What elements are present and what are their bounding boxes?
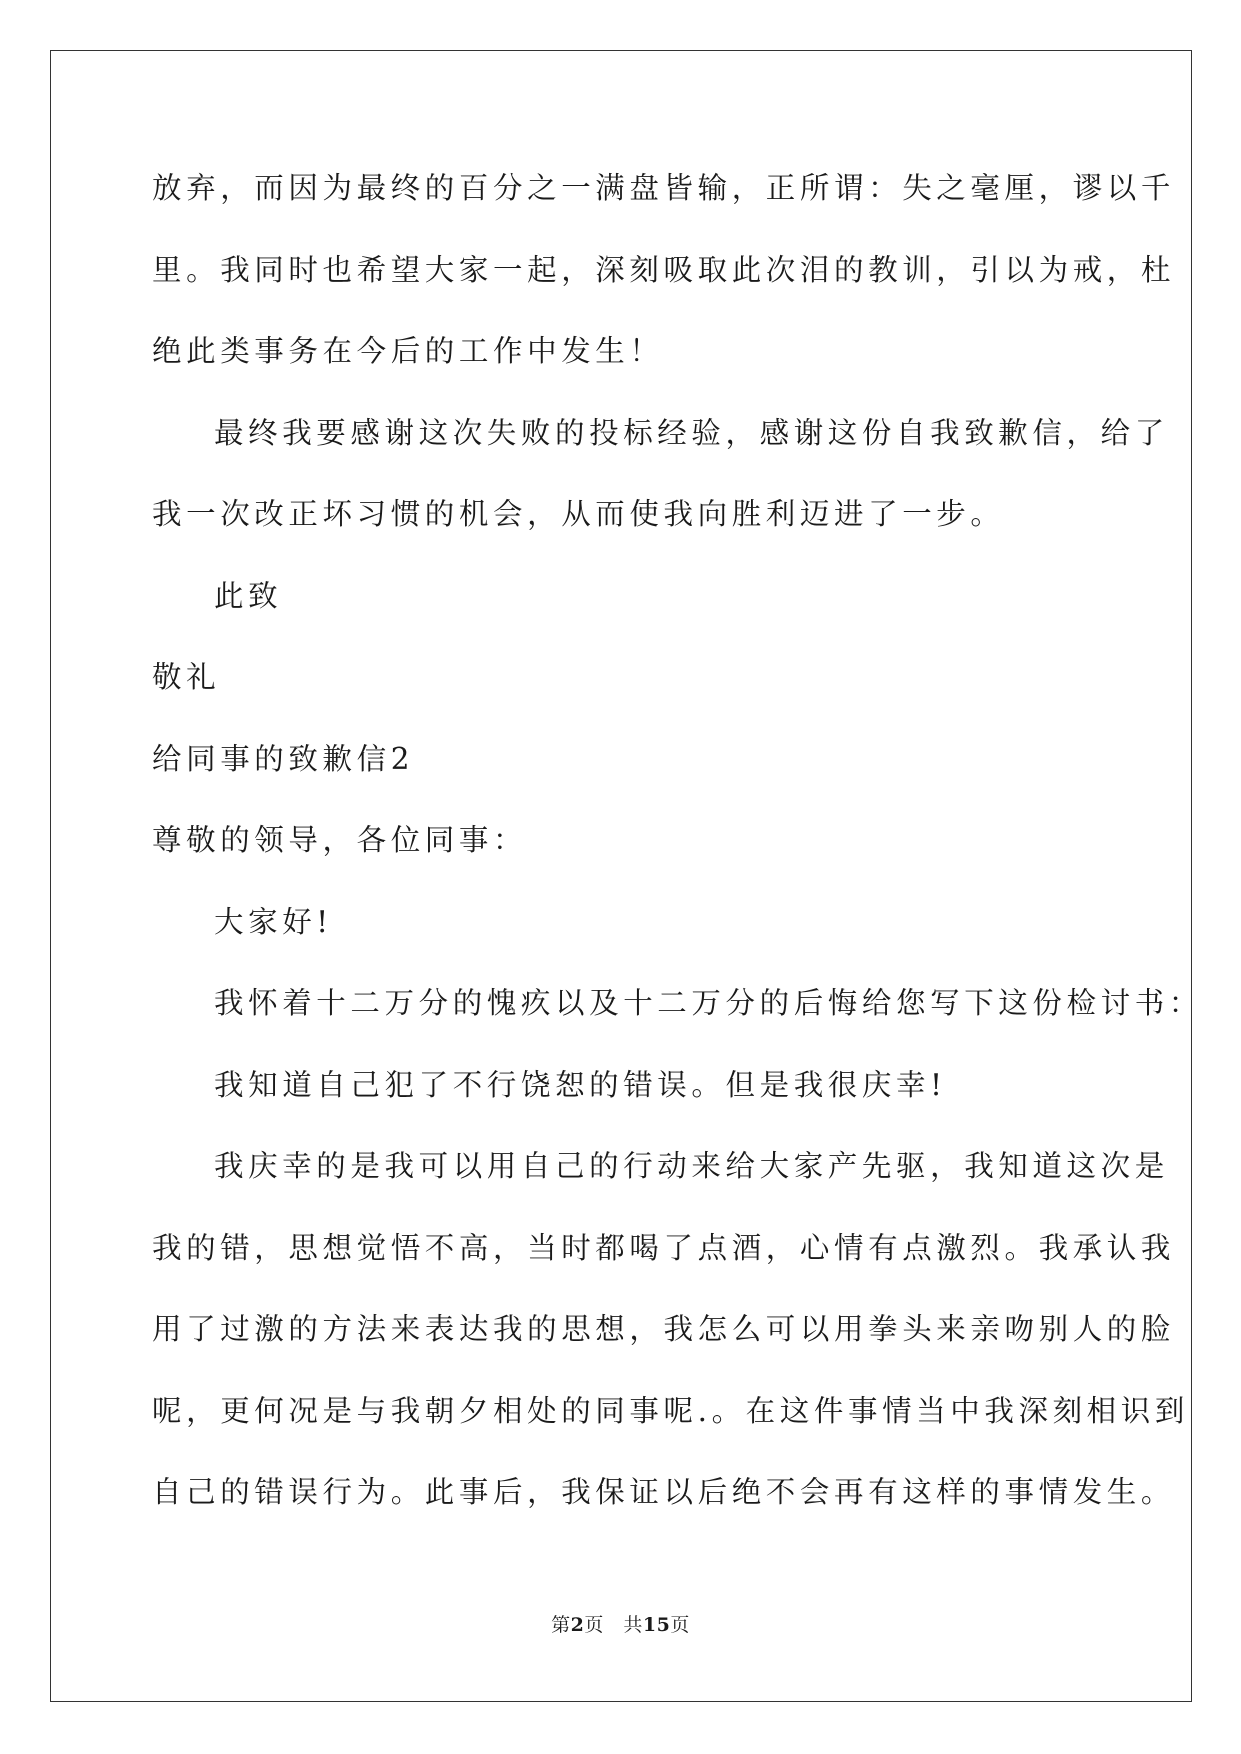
paragraph-line: 我的错，思想觉悟不高，当时都喝了点酒，心情有点激烈。我承认我 (152, 1230, 1176, 1265)
paragraph-line: 我一次改正坏习惯的机会，从而使我向胜利迈进了一步。 (152, 497, 1005, 531)
paragraph-line: 里。我同时也希望大家一起，深刻吸取此次泪的教训，引以为戒，杜 (152, 252, 1176, 287)
paragraph-line: 放弃，而因为最终的百分之一满盘皆输，正所谓：失之毫厘，谬以千 (152, 171, 1176, 205)
current-page-number: 2 (570, 1614, 585, 1636)
paragraph-line: 此致 (214, 578, 283, 613)
paragraph-line: 我怀着十二万分的愧疚以及十二万分的后悔给您写下这份检讨书： (214, 986, 1203, 1020)
total-page-number: 15 (642, 1614, 671, 1636)
footer-suffix: 页 (670, 1614, 690, 1636)
paragraph-line: 我知道自己犯了不行饶恕的错误。但是我很庆幸! (214, 1067, 947, 1102)
paragraph-line: 绝此类事务在今后的工作中发生！ (152, 334, 664, 368)
paragraph-line: 给同事的致歉信2 (152, 741, 415, 776)
page-footer (0, 1610, 1241, 1637)
paragraph-line: 尊敬的领导，各位同事： (152, 823, 528, 857)
paragraph-line: 我庆幸的是我可以用自己的行动来给大家产先驱，我知道这次是 (214, 1149, 1169, 1183)
document-body (152, 163, 1203, 1549)
paragraph-line: 自己的错误行为。此事后，我保证以后绝不会再有这样的事情发生。 (152, 1475, 1176, 1509)
footer-prefix: 第 (551, 1614, 571, 1636)
paragraph-line: 敬礼 (152, 660, 221, 694)
paragraph-line: 最终我要感谢这次失败的投标经验，感谢这份自我致歉信，给了 (214, 415, 1169, 450)
footer-mid: 页 共 (584, 1614, 643, 1636)
paragraph-line: 用了过激的方法来表达我的思想，我怎么可以用拳头来亲吻别人的脸 (152, 1312, 1176, 1346)
paragraph-line: 呢，更何况是与我朝夕相处的同事呢.。在这件事情当中我深刻相识到 (152, 1393, 1189, 1428)
paragraph-line: 大家好! (214, 904, 333, 939)
